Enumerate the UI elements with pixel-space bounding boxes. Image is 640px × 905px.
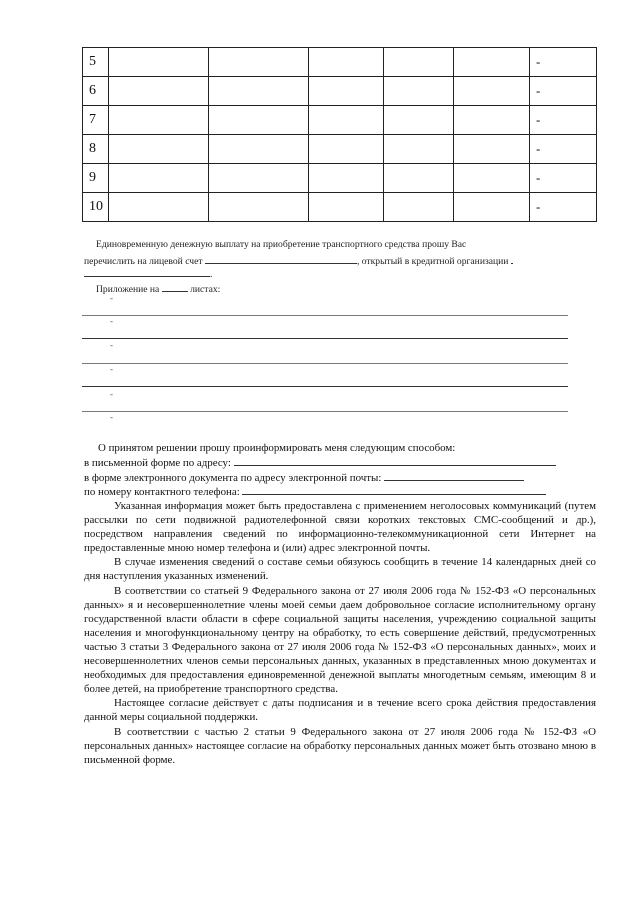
paragraph-consent-validity: Настоящее согласие действует с даты подписания и в течение всего срока действия предоставления данной меры социальной поддержки. — [84, 697, 596, 724]
row-number: 7 — [83, 106, 109, 135]
table-cell[interactable] — [209, 135, 309, 164]
table-cell[interactable] — [309, 106, 384, 135]
notify-by-mail — [84, 455, 556, 470]
table-cell[interactable] — [209, 48, 309, 77]
attachment-dash-6: - — [110, 412, 113, 422]
payment-request-bank-label: , открытый в кредитной организации — [356, 256, 509, 267]
attachment-label-text: Приложение на — [96, 284, 160, 295]
notify-by-email-label: в форме электронного документа по адресу электронной почты: — [84, 472, 382, 484]
table-cell[interactable] — [384, 77, 454, 106]
table-cell[interactable] — [109, 193, 209, 222]
notify-by-phone-label: по номеру контактного телефона: — [84, 486, 240, 498]
table-row — [83, 77, 597, 106]
table-cell-dash: - — [530, 135, 597, 164]
attachment-line-5[interactable] — [82, 411, 568, 412]
table-cell[interactable] — [209, 193, 309, 222]
table-cell[interactable] — [454, 193, 530, 222]
notify-intro: О принятом решении прошу проинформировать меня следующим способом: — [98, 442, 456, 454]
family-members-table — [82, 47, 597, 222]
paragraph-changes: В случае изменения сведений о составе семьи обязуюсь сообщить в течение 14 календарных дней со дня наступления указанных изменений. — [84, 556, 596, 583]
table-cell[interactable] — [309, 193, 384, 222]
attachment-dash-2: - — [110, 316, 113, 326]
table-cell[interactable] — [309, 164, 384, 193]
table-cell[interactable] — [384, 48, 454, 77]
table-cell-dash: - — [530, 193, 597, 222]
table-cell[interactable] — [109, 164, 209, 193]
table-cell[interactable] — [454, 135, 530, 164]
payment-request-line1: Единовременную денежную выплату на приобретение транспортного средства прошу Вас — [96, 239, 467, 250]
table-cell[interactable] — [384, 193, 454, 222]
attachment-line-2[interactable] — [82, 338, 568, 339]
consent-text — [84, 499, 596, 767]
bank-name-field-start[interactable] — [511, 253, 513, 264]
attachment-dash-5: - — [110, 389, 113, 399]
table-cell[interactable] — [109, 135, 209, 164]
paragraph-consent-withdrawal: В соответствии с частью 2 статьи 9 Федерального закона от 27 июля 2006 года № 152-ФЗ «О персональных данных» настоящее согласие на обработку персональных данных может быть отозвано мною в письменной форме. — [84, 725, 596, 766]
table-cell[interactable] — [454, 164, 530, 193]
table-cell[interactable] — [454, 77, 530, 106]
attachment-label — [96, 281, 220, 297]
payment-request-label: перечислить на лицевой счет — [84, 256, 203, 267]
bank-name-field[interactable] — [84, 266, 210, 277]
table-cell-dash: - — [530, 106, 597, 135]
attachment-dash-3: - — [110, 340, 113, 350]
sheet-count-field[interactable] — [162, 281, 188, 292]
table-cell[interactable] — [209, 106, 309, 135]
paragraph-personal-data-consent: В соответствии со статьей 9 Федерального закона от 27 июля 2006 года № 152-ФЗ «О персональных данных» я и несовершеннолетние члены моей семьи даем добровольное согласие исполнительному органу государственной власти области в сфере социальной защиты населения, учреждению социальной защиты населения и многофункциональному центру на обработку, то есть совершение действий, предусмотренных частью 3 статьи 3 Федерального закона от 27 июля 2006 года № 152-ФЗ «О персональных данных», моих и несовершеннолетних членов семьи персональных данных, указанных в представленных мною документах и необходимых для предоставления единовременной денежной выплаты многодетным семьям, имеющим 8 и более детей, на приобретение транспортного средства. — [84, 584, 596, 696]
table-cell[interactable] — [454, 106, 530, 135]
table-cell[interactable] — [309, 77, 384, 106]
table-cell[interactable] — [209, 77, 309, 106]
table-cell[interactable] — [109, 48, 209, 77]
attachment-line-1[interactable] — [82, 315, 568, 316]
row-number: 5 — [83, 48, 109, 77]
table-cell[interactable] — [209, 164, 309, 193]
row-number: 6 — [83, 77, 109, 106]
paragraph-info-channels: Указанная информация может быть предоставлена с применением неголосовых коммуникаций (путем рассылки по сети подвижной радиотелефонной связи коротких текстовых СМС-сообщений и др.), посредством направления сведений по информационно-телекоммуникационной сети Интернет на предоставленные мною номер телефона и (или) адрес электронной почты. — [84, 500, 596, 555]
payment-request-line3 — [84, 266, 212, 282]
table-cell[interactable] — [109, 106, 209, 135]
email-field[interactable] — [384, 470, 524, 481]
row-number: 9 — [83, 164, 109, 193]
table-row — [83, 164, 597, 193]
attachment-line-4[interactable] — [82, 386, 568, 387]
table-cell-dash: - — [530, 77, 597, 106]
postal-address-field[interactable] — [234, 455, 556, 466]
row-number: 8 — [83, 135, 109, 164]
table-cell-dash: - — [530, 164, 597, 193]
table-cell[interactable] — [454, 48, 530, 77]
row-number: 10 — [83, 193, 109, 222]
table-cell[interactable] — [384, 164, 454, 193]
notify-by-phone — [84, 484, 546, 499]
account-number-field[interactable] — [205, 253, 357, 264]
attachment-line-3[interactable] — [82, 363, 568, 364]
period: . — [210, 269, 213, 280]
notify-by-email — [84, 470, 524, 485]
table-row — [83, 106, 597, 135]
table-cell[interactable] — [109, 77, 209, 106]
table-cell[interactable] — [309, 48, 384, 77]
table-cell[interactable] — [384, 106, 454, 135]
attachment-dash-1: - — [110, 293, 113, 303]
attachment-dash-4: - — [110, 364, 113, 374]
table-cell-dash: - — [530, 48, 597, 77]
table-row — [83, 48, 597, 77]
table-cell[interactable] — [309, 135, 384, 164]
table-row — [83, 193, 597, 222]
table-cell[interactable] — [384, 135, 454, 164]
table-row — [83, 135, 597, 164]
attachment-sheets-text: листах: — [190, 284, 221, 295]
phone-field[interactable] — [242, 484, 546, 495]
notify-by-mail-label: в письменной форме по адресу: — [84, 457, 231, 469]
